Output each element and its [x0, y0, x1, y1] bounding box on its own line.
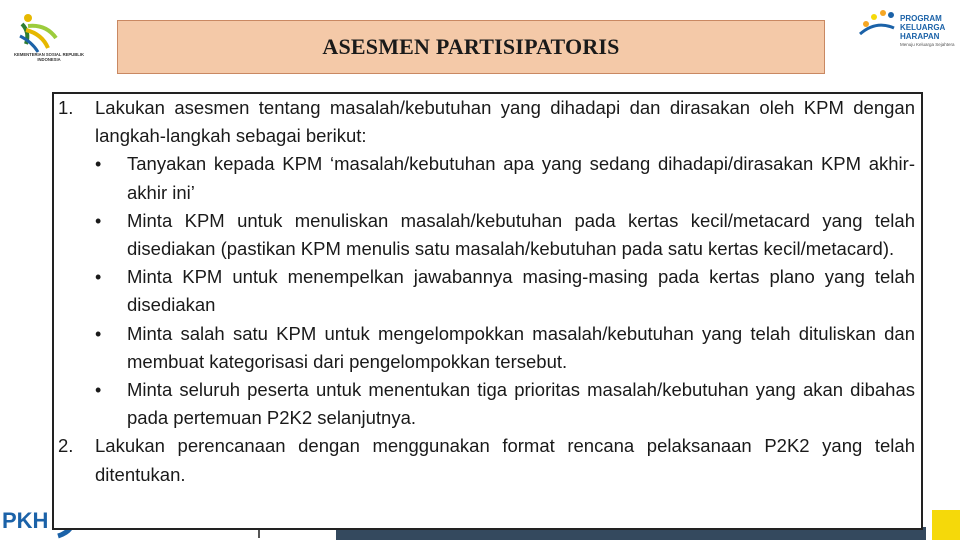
title-banner [117, 20, 825, 74]
bullet-icon: • [95, 323, 102, 344]
content-box [52, 92, 923, 530]
pkh-program-logo [858, 6, 954, 60]
list-item-1 [54, 94, 921, 432]
bullet-icon: • [95, 267, 102, 288]
bullet-item [95, 376, 915, 432]
pkh-line2: KELUARGA [900, 23, 946, 32]
bullet-icon: • [95, 210, 102, 231]
bullet-item [95, 207, 915, 263]
bullet-list [95, 150, 915, 432]
bullet-text: Minta seluruh peserta untuk menentukan tiga prioritas masalah/kebutuhan yang akan dibahas pada pertemuan P2K2 selanjutnya. [127, 379, 915, 429]
bullet-text: Minta KPM untuk menuliskan masalah/kebutuhan pada kertas kecil/metacard yang telah disediakan (pastikan KPM menulis satu masalah/kebutuhan pada satu kertas kecil/metacard). [127, 209, 915, 260]
bullet-text: Minta KPM untuk menempelkan jawabannya masing-masing pada kertas plano yang telah disediakan [127, 266, 915, 316]
corner-accent [932, 510, 960, 540]
bullet-icon: • [95, 380, 102, 401]
kemensos-logo [8, 8, 88, 66]
item-text: Lakukan asesmen tentang masalah/kebutuhan yang dihadapi dan dirasakan oleh KPM dengan langkah-langkah sebagai berikut: [95, 97, 915, 147]
pkh-bottom-text: PKH [2, 508, 49, 533]
pkh-tagline: Menuju Keluarga Sejahtera [900, 42, 955, 47]
item-number: 2. [58, 435, 74, 457]
bullet-icon: • [95, 154, 102, 175]
list-item-2 [54, 432, 921, 488]
bullet-item [95, 150, 915, 206]
item-number: 1. [58, 97, 74, 118]
bullet-text: Minta salah satu KPM untuk mengelompokkan masalah/kebutuhan yang telah dituliskan dan membuat kategorisasi dari pengelompokkan tersebut. [127, 322, 915, 372]
pkh-line3: HARAPAN [900, 32, 940, 41]
item-text: Lakukan perencanaan dengan menggunakan format rencana pelaksanaan P2K2 yang telah ditentukan. [95, 435, 915, 485]
page-title: ASESMEN PARTISIPATORIS [322, 34, 620, 59]
bullet-item [95, 320, 915, 376]
kemensos-caption: KEMENTERIAN SOSIAL REPUBLIK INDONESIA [14, 52, 84, 62]
pkh-line1: PROGRAM [900, 14, 942, 23]
pkh-figures-icon [858, 8, 896, 38]
bullet-item [95, 263, 915, 319]
bullet-text: Tanyakan kepada KPM ‘masalah/kebutuhan apa yang sedang dihadapi/dirasakan KPM akhir-akhir ini’ [127, 153, 915, 203]
